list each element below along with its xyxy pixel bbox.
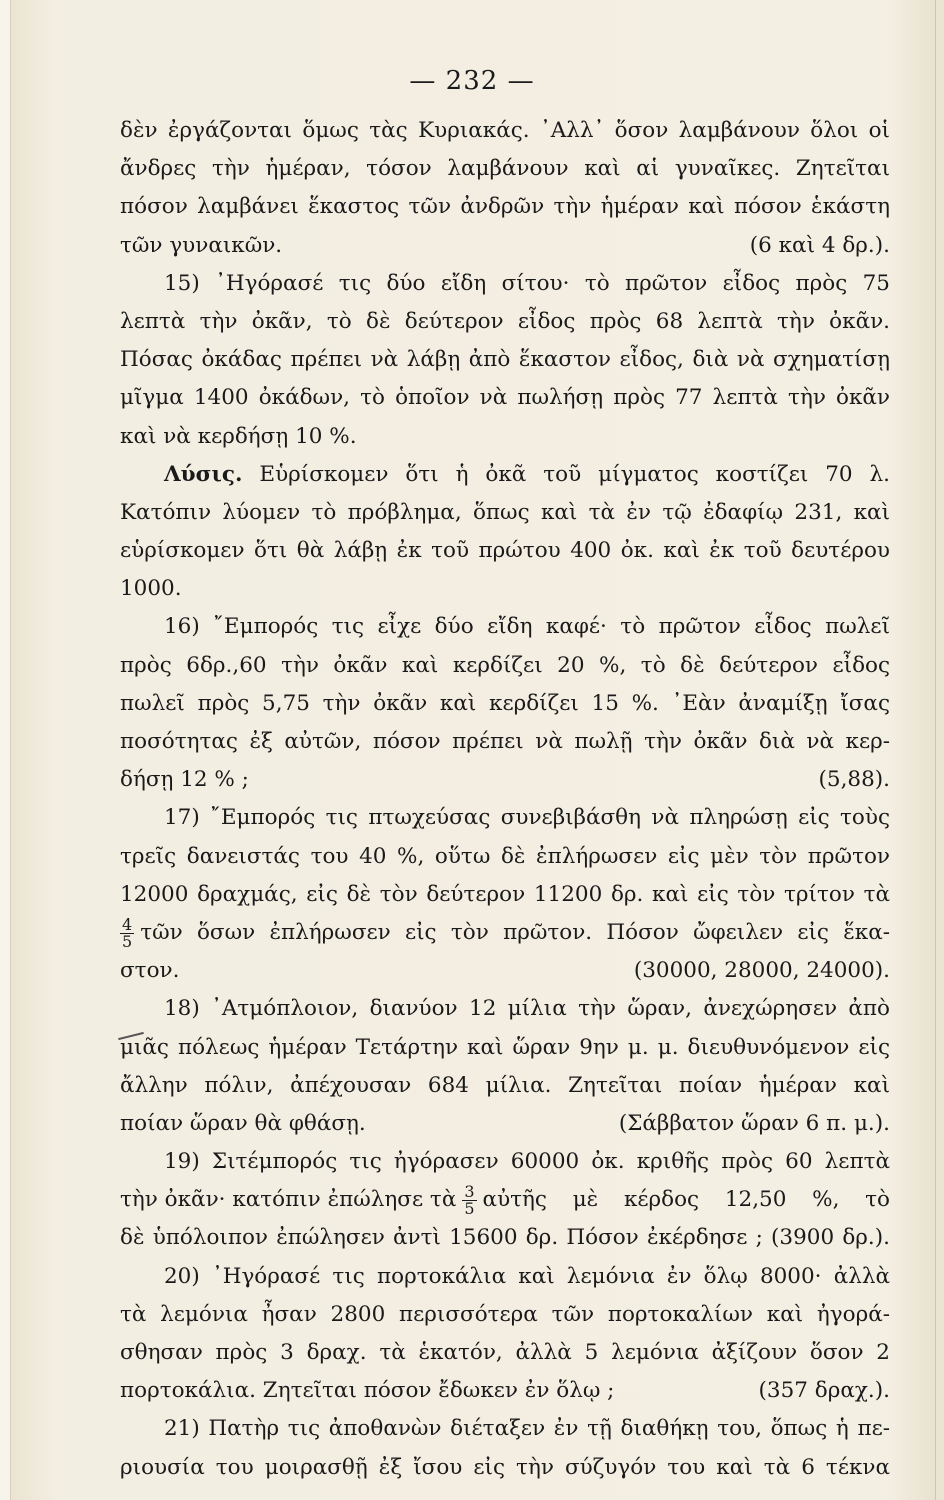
fraction-denominator: 5: [122, 931, 133, 951]
text-line: πρὸς 6δρ.,60 τὴν ὀκᾶν καὶ κερδίζει 20 %, τὸ δὲ δεύτερον εἶδος: [120, 652, 890, 678]
fraction: [462, 1181, 476, 1218]
text-line: σθησαν πρὸς 3 δραχ. τὰ ἑκατόν, ἀλλὰ 5 λεμόνια ἀξίζουν ὅσον 2: [120, 1340, 890, 1365]
line-text: τὴν ὀκᾶν· κατόπιν ἐπώλησε τὰ: [120, 1187, 457, 1213]
fraction: [120, 914, 134, 951]
answer: (6 καὶ 4 δρ.).: [749, 232, 890, 258]
text-line: πόσον λαμβάνει ἕκαστος τῶν ἀνδρῶν τὴν ἡμέραν καὶ πόσον ἑκάστη: [120, 194, 890, 220]
text-line: 1000.: [120, 576, 182, 602]
text-line-with-answer: [120, 227, 890, 265]
text-line: τρεῖς δανειστάς του 40 %, οὕτω δὲ ἐπλήρωσεν εἰς μὲν τὸν πρῶτον: [120, 843, 890, 869]
problem-16-start: 16) ῎Εμπορός τις εἶχε δύο εἴδη καφέ· τὸ πρῶτον εἶδος πωλεῖ: [164, 614, 890, 640]
text-line-with-fraction: [120, 1181, 890, 1219]
text-line: εὑρίσκομεν ὅτι θὰ λάβῃ ἐκ τοῦ πρώτου 400 ὀκ. καὶ ἐκ τοῦ δευτέρου: [120, 538, 890, 564]
page-left-edge: [0, 0, 11, 1500]
problem-20-start: 20) ᾿Ηγόρασέ τις πορτοκάλια καὶ λεμόνια ἐν ὅλῳ 8000· ἀλλὰ: [164, 1263, 890, 1289]
text-line: δὲ ὑπόλοιπον ἐπώλησεν ἀντὶ 15600 δρ. Πόσον ἐκέρδησε ; (3900 δρ.).: [120, 1225, 890, 1251]
fraction-numerator: 4: [122, 914, 133, 934]
text-line-with-answer: [120, 1372, 890, 1410]
text-line-with-answer: [120, 952, 890, 990]
line-text: στον.: [120, 958, 180, 984]
solution-line: [120, 456, 890, 494]
answer: (30000, 28000, 24000).: [633, 958, 890, 984]
text-line: καὶ νὰ κερδήσῃ 10 %.: [120, 423, 357, 449]
text-line-with-answer: [120, 761, 890, 799]
text-line: ἄνδρες τὴν ἡμέραν, τόσον λαμβάνουν καὶ αἱ γυναῖκες. Ζητεῖται: [120, 156, 890, 182]
text-line-with-answer: [120, 1105, 890, 1143]
solution-label: Λύσις.: [164, 461, 243, 487]
text-line: πωλεῖ πρὸς 5,75 τὴν ὀκᾶν καὶ κερδίζει 15 %. ᾿Εὰν ἀναμίξῃ ἴσας: [120, 690, 890, 716]
text-line: ἄλλην πόλιν, ἀπέχουσαν 684 μίλια. Ζητεῖται ποίαν ἡμέραν καὶ: [120, 1072, 890, 1098]
problem-19-start: 19) Σιτέμπορός τις ἠγόρασεν 60000 ὀκ. κριθῆς πρὸς 60 λεπτὰ: [164, 1149, 890, 1175]
line-text: τῶν ὅσων ἐπλήρωσεν εἰς τὸν πρῶτον. Πόσον ὤφειλεν εἰς ἕκα-: [140, 919, 890, 945]
text-line: ριουσία του μοιρασθῇ ἐξ ἴσου εἰς τὴν σύζυγόν του καὶ τὰ 6 τέκνα: [120, 1454, 890, 1480]
text-line: Πόσας ὀκάδας πρέπει νὰ λάβῃ ἀπὸ ἕκαστον εἶδος, διὰ νὰ σχηματίσῃ: [120, 347, 890, 373]
text-line: τὰ λεμόνια ἦσαν 2800 περισσότερα τῶν πορτοκαλίων καὶ ἠγορά-: [120, 1301, 890, 1327]
line-text: ποίαν ὥραν θὰ φθάσῃ.: [120, 1110, 366, 1136]
answer: (Σάββατον ὥραν 6 π. μ.).: [618, 1110, 890, 1136]
text-line: δὲν ἐργάζονται ὅμως τὰς Κυριακάς. ᾿Αλλ᾿ ὅσον λαμβάνουν ὅλοι οἱ: [120, 118, 890, 143]
line-text: αὐτῆς μὲ κέρδος 12,50 %, τὸ: [482, 1187, 890, 1213]
problem-17-start: 17) ῎Εμπορός τις πτωχεύσας συνεβιβάσθη νὰ πληρώσῃ εἰς τοὺς: [164, 805, 890, 831]
problem-18-start: 18) ᾿Ατμόπλοιον, διανύον 12 μίλια τὴν ὥραν, ἀνεχώρησεν ἀπὸ: [164, 996, 890, 1022]
line-text: δήσῃ 12 % ;: [120, 767, 249, 793]
text-line: μῖγμα 1400 ὀκάδων, τὸ ὁποῖον νὰ πωλήσῃ πρὸς 77 λεπτὰ τὴν ὀκᾶν: [120, 385, 890, 411]
fraction-denominator: 5: [464, 1198, 475, 1218]
problem-21-start: 21) Πατὴρ τις ἀποθανὼν διέταξεν ἐν τῇ διαθήκῃ του, ὅπως ἡ πε-: [164, 1416, 890, 1442]
text-line: ποσότητας ἐξ αὐτῶν, πόσον πρέπει νὰ πωλῇ τὴν ὀκᾶν διὰ νὰ κερ-: [120, 729, 890, 754]
text-line-with-fraction: [120, 914, 890, 952]
line-text: τῶν γυναικῶν.: [120, 232, 283, 258]
fraction-numerator: 3: [464, 1181, 475, 1201]
solution-text: Εὑρίσκομεν ὅτι ἡ ὀκᾶ τοῦ μίγματος κοστίζει 70 λ.: [242, 461, 890, 487]
answer: (357 δραχ.).: [758, 1378, 890, 1404]
answer: (5,88).: [818, 767, 890, 793]
text-line: μιᾶς πόλεως ἡμέραν Τετάρτην καὶ ὥραν 9ην μ. μ. διευθυνόμενον εἰς: [120, 1034, 890, 1060]
text-line: Κατόπιν λύομεν τὸ πρόβλημα, ὅπως καὶ τὰ ἐν τῷ ἐδαφίῳ 231, καὶ: [120, 499, 890, 525]
page-number: — 232 —: [409, 66, 535, 96]
line-text: πορτοκάλια. Ζητεῖται πόσον ἔδωκεν ἐν ὅλῳ ;: [120, 1378, 615, 1404]
text-line: λεπτὰ τὴν ὀκᾶν, τὸ δὲ δεύτερον εἶδος πρὸς 68 λεπτὰ τὴν ὀκᾶν.: [120, 308, 890, 334]
text-line: 12000 δραχμάς, εἰς δὲ τὸν δεύτερον 11200 δρ. καὶ εἰς τὸν τρίτον τὰ: [120, 881, 890, 907]
body-text: [120, 112, 890, 1487]
page-right-edge: [935, 0, 944, 1500]
problem-15-start: 15) ᾿Ηγόρασέ τις δύο εἴδη σίτου· τὸ πρῶτον εἶδος πρὸς 75: [164, 270, 890, 296]
